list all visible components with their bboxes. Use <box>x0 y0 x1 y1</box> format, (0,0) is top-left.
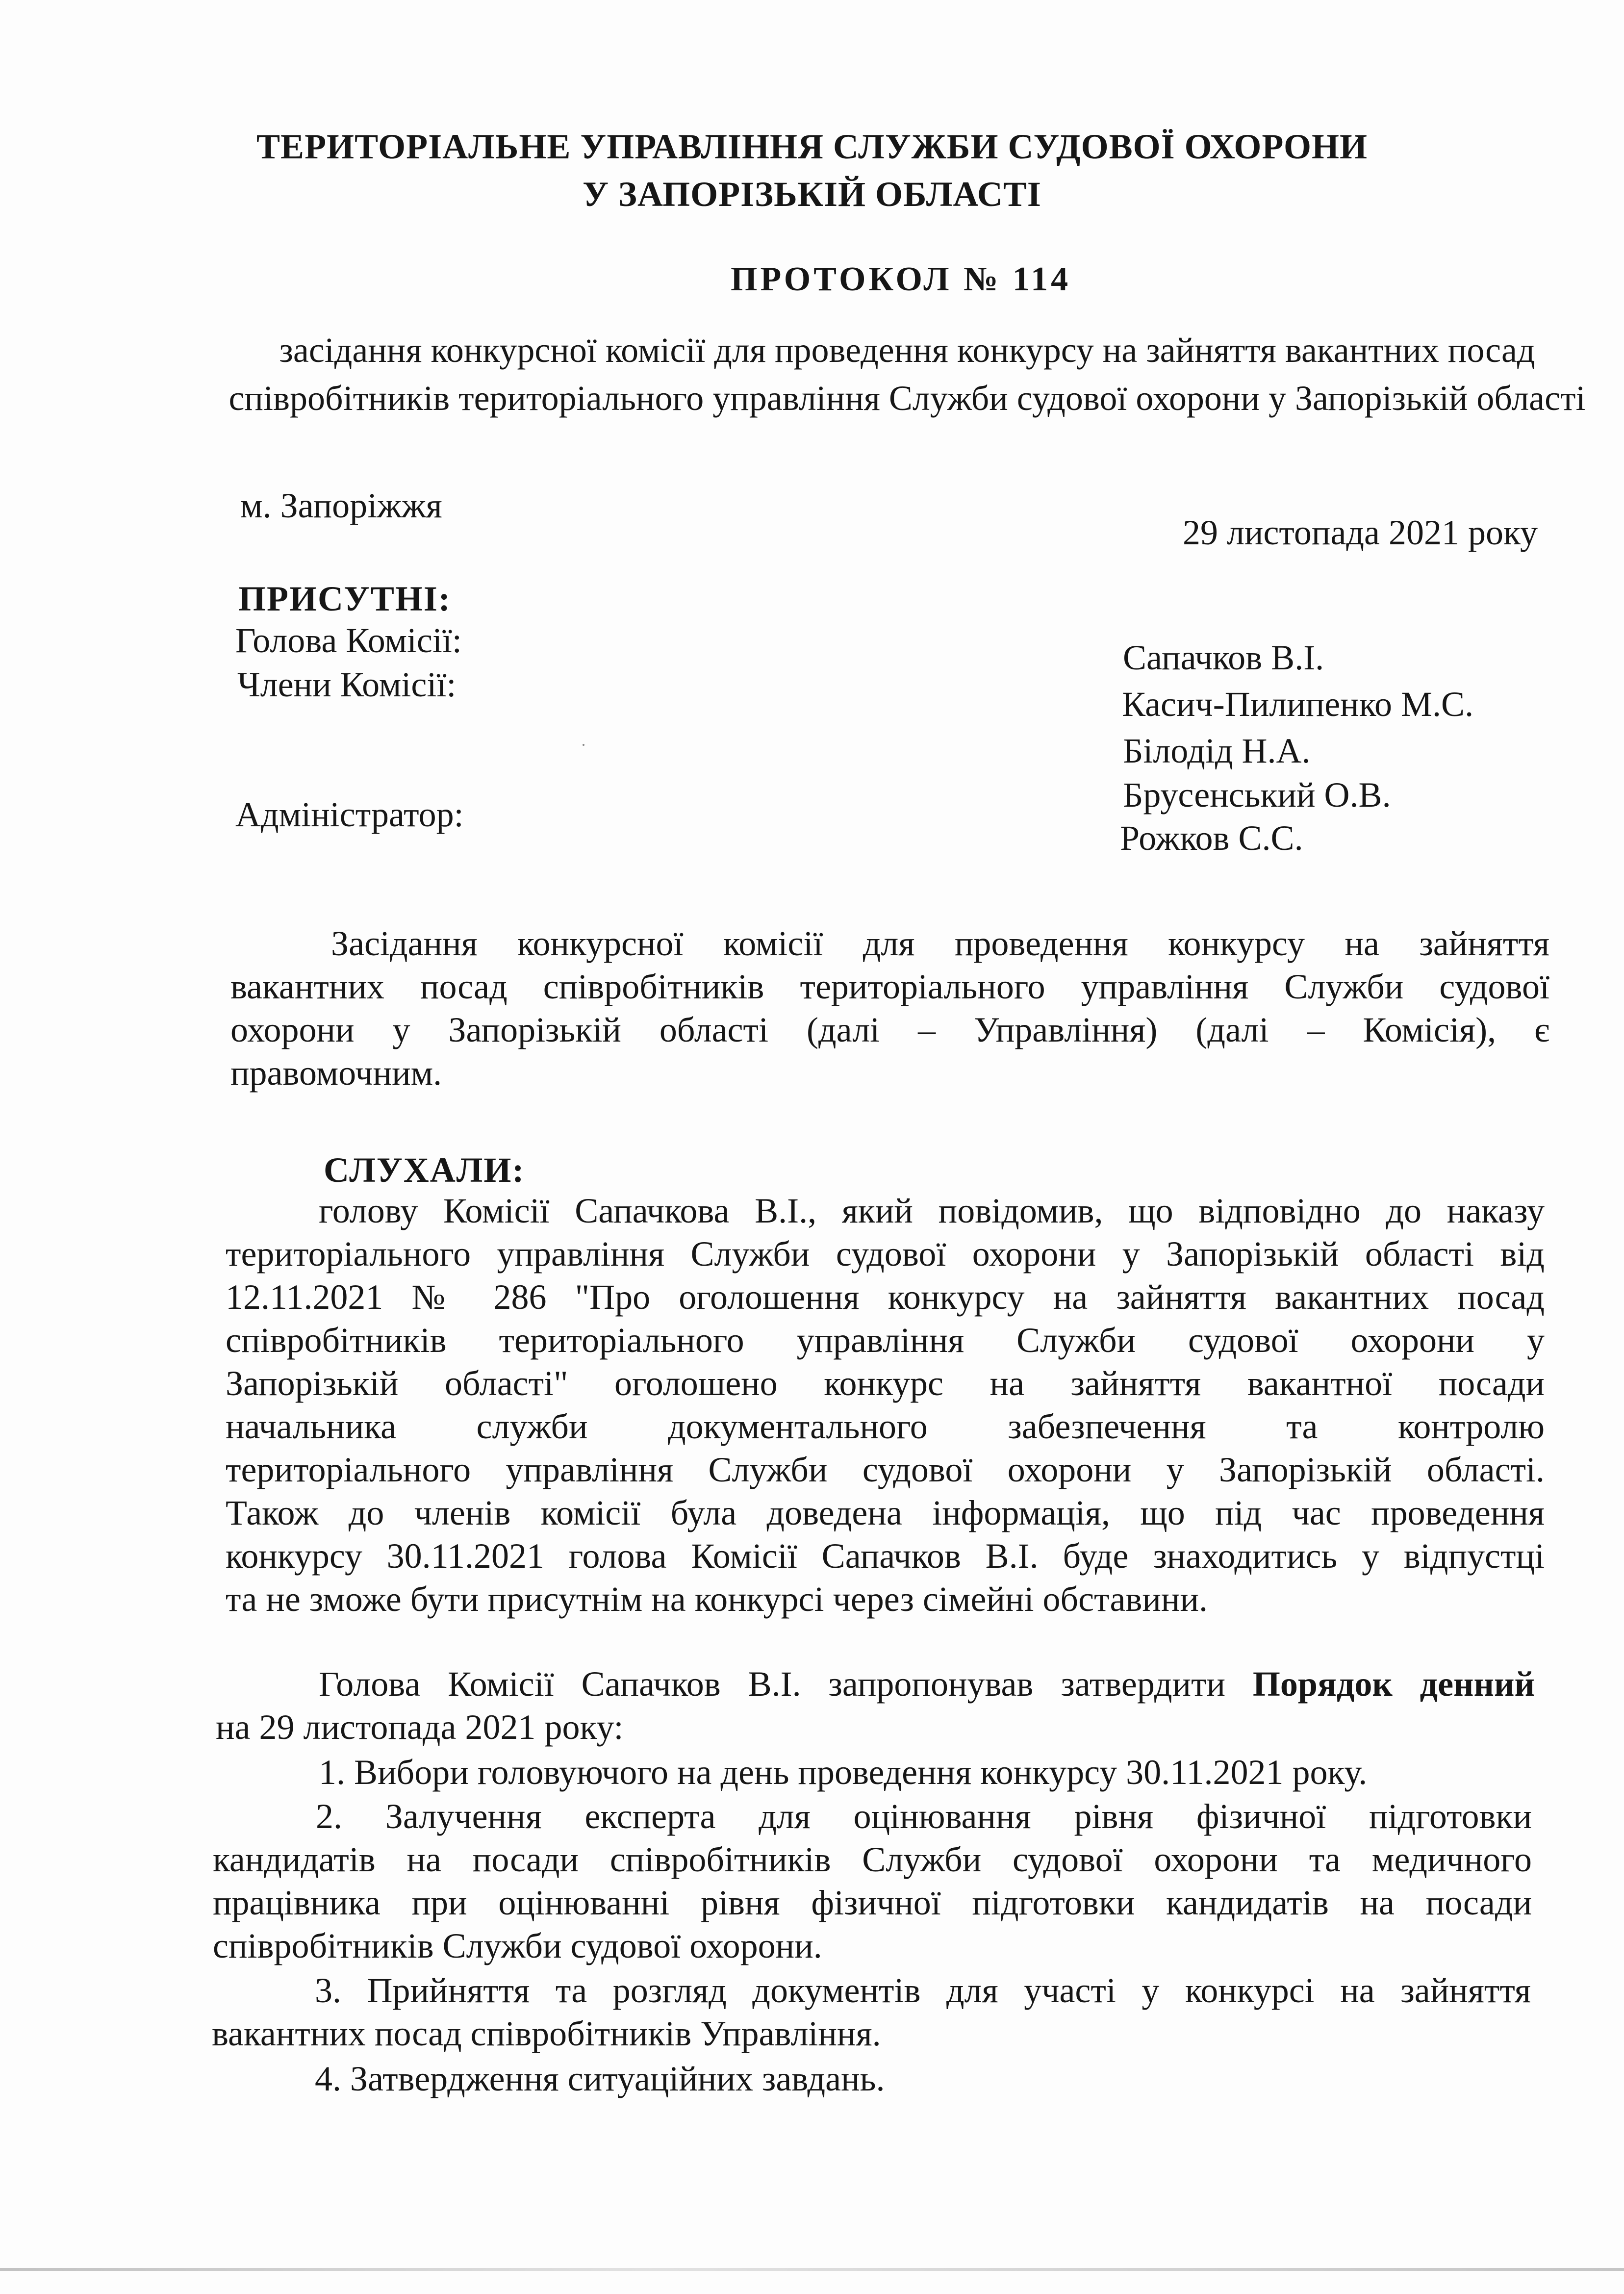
agenda-item-line: 1. Вибори головуючого на день проведення конкурсу 30.11.2021 року. <box>319 1753 1368 1792</box>
agenda-intro <box>216 1662 1535 1749</box>
paragraph-line: правомочним. <box>230 1053 442 1093</box>
paragraph-line: Засідання конкурсної комісії для проведення конкурсу на зайняття <box>331 924 1549 963</box>
chair-label: Голова Комісії: <box>235 621 462 660</box>
members-label: Члени Комісії: <box>237 665 457 704</box>
agenda-item-line: вакантних посад співробітників Управління. <box>212 2014 881 2053</box>
date: 29 листопада 2021 року <box>1183 513 1538 552</box>
heard-heading: СЛУХАЛИ: <box>324 1150 525 1190</box>
paragraph-line: Також до членів комісії була доведена інформація, що під час проведення <box>226 1493 1545 1532</box>
agenda-item-line: 4. Затвердження ситуаційних завдань. <box>315 2059 885 2098</box>
heard-paragraph <box>226 1189 1545 1621</box>
header-line-1: ТЕРИТОРІАЛЬНЕ УПРАВЛІННЯ СЛУЖБИ СУДОВОЇ ОХОРОНИ <box>256 127 1368 166</box>
agenda-item-line: 2. Залучення експерта для оцінювання рівня фізичної підготовки <box>316 1797 1532 1836</box>
agenda-intro-text: Голова Комісії Сапачков В.І. запропонував затвердити <box>319 1664 1226 1704</box>
scan-page-edge <box>0 2268 1624 2271</box>
agenda-item-line: 3. Прийняття та розгляд документів для участі у конкурсі на зайняття <box>315 1971 1531 2010</box>
paragraph-line: територіального управління Служби судової охорони у Запорізькій області від <box>226 1234 1545 1274</box>
paragraph-line: та не зможе бути присутнім на конкурсі через сімейні обставини. <box>226 1580 1208 1619</box>
agenda-item-2 <box>213 1795 1532 1967</box>
scan-speck <box>583 744 584 746</box>
quorum-paragraph <box>230 922 1549 1095</box>
attendee-name: Білодід Н.А. <box>1123 731 1311 770</box>
paragraph-line: вакантних посад співробітників територіального управління Служби судової <box>230 967 1549 1006</box>
agenda-intro-end: на 29 листопада 2021 року: <box>216 1708 624 1747</box>
agenda-item-line: співробітників Служби судової охорони. <box>213 1926 822 1965</box>
paragraph-line: конкурсу 30.11.2021 голова Комісії Сапачков В.І. буде знаходитись у відпустці <box>226 1536 1545 1576</box>
agenda-intro-line <box>216 1662 1535 1706</box>
agenda-item-3 <box>212 1969 1531 2055</box>
paragraph-line: 12.11.2021 № 286 "Про оголошення конкурсу на зайняття вакантних посад <box>226 1277 1545 1317</box>
paragraph-line: співробітників територіального управління Служби судової охорони у <box>226 1321 1545 1360</box>
agenda-item-line: кандидатів на посади співробітників Служби судової охорони та медичного <box>213 1840 1532 1879</box>
protocol-title: ПРОТОКОЛ № 114 <box>731 260 1071 298</box>
paragraph-line: територіального управління Служби судової охорони у Запорізькій області. <box>226 1450 1545 1489</box>
attendee-name: Брусенський О.В. <box>1123 775 1391 815</box>
paragraph-line: начальника служби документального забезпечення та контролю <box>226 1407 1545 1446</box>
attendees-heading: ПРИСУТНІ: <box>238 579 451 618</box>
city: м. Запоріжжя <box>240 486 442 525</box>
agenda-item-1 <box>216 1751 1535 1794</box>
paragraph-line: голову Комісії Сапачкова В.І., який повідомив, що відповідно до наказу <box>319 1191 1545 1230</box>
paragraph-line: охорони у Запорізькій області (далі – Управління) (далі – Комісія), є <box>230 1010 1549 1049</box>
attendee-name: Сапачков В.І. <box>1123 638 1324 677</box>
paragraph-line: Запорізькій області" оголошено конкурс на зайняття вакантної посади <box>226 1364 1545 1403</box>
administrator-label: Адміністратор: <box>235 795 464 834</box>
agenda-item-line: працівника при оцінюванні рівня фізичної підготовки кандидатів на посади <box>213 1883 1532 1922</box>
header-line-2: У ЗАПОРІЗЬКІЙ ОБЛАСТІ <box>583 175 1041 214</box>
protocol-subtitle: засідання конкурсної комісії для проведення конкурсу на зайняття вакантних посад співробітників територіального управління Служби судової охорони у Запорізькій області <box>228 331 1586 418</box>
attendee-name: Касич-Пилипенко М.С. <box>1122 685 1474 724</box>
agenda-intro-bold: Порядок денний <box>1252 1664 1535 1704</box>
attendee-name: Рожков С.С. <box>1120 818 1303 858</box>
agenda-item-4 <box>212 2057 1531 2100</box>
